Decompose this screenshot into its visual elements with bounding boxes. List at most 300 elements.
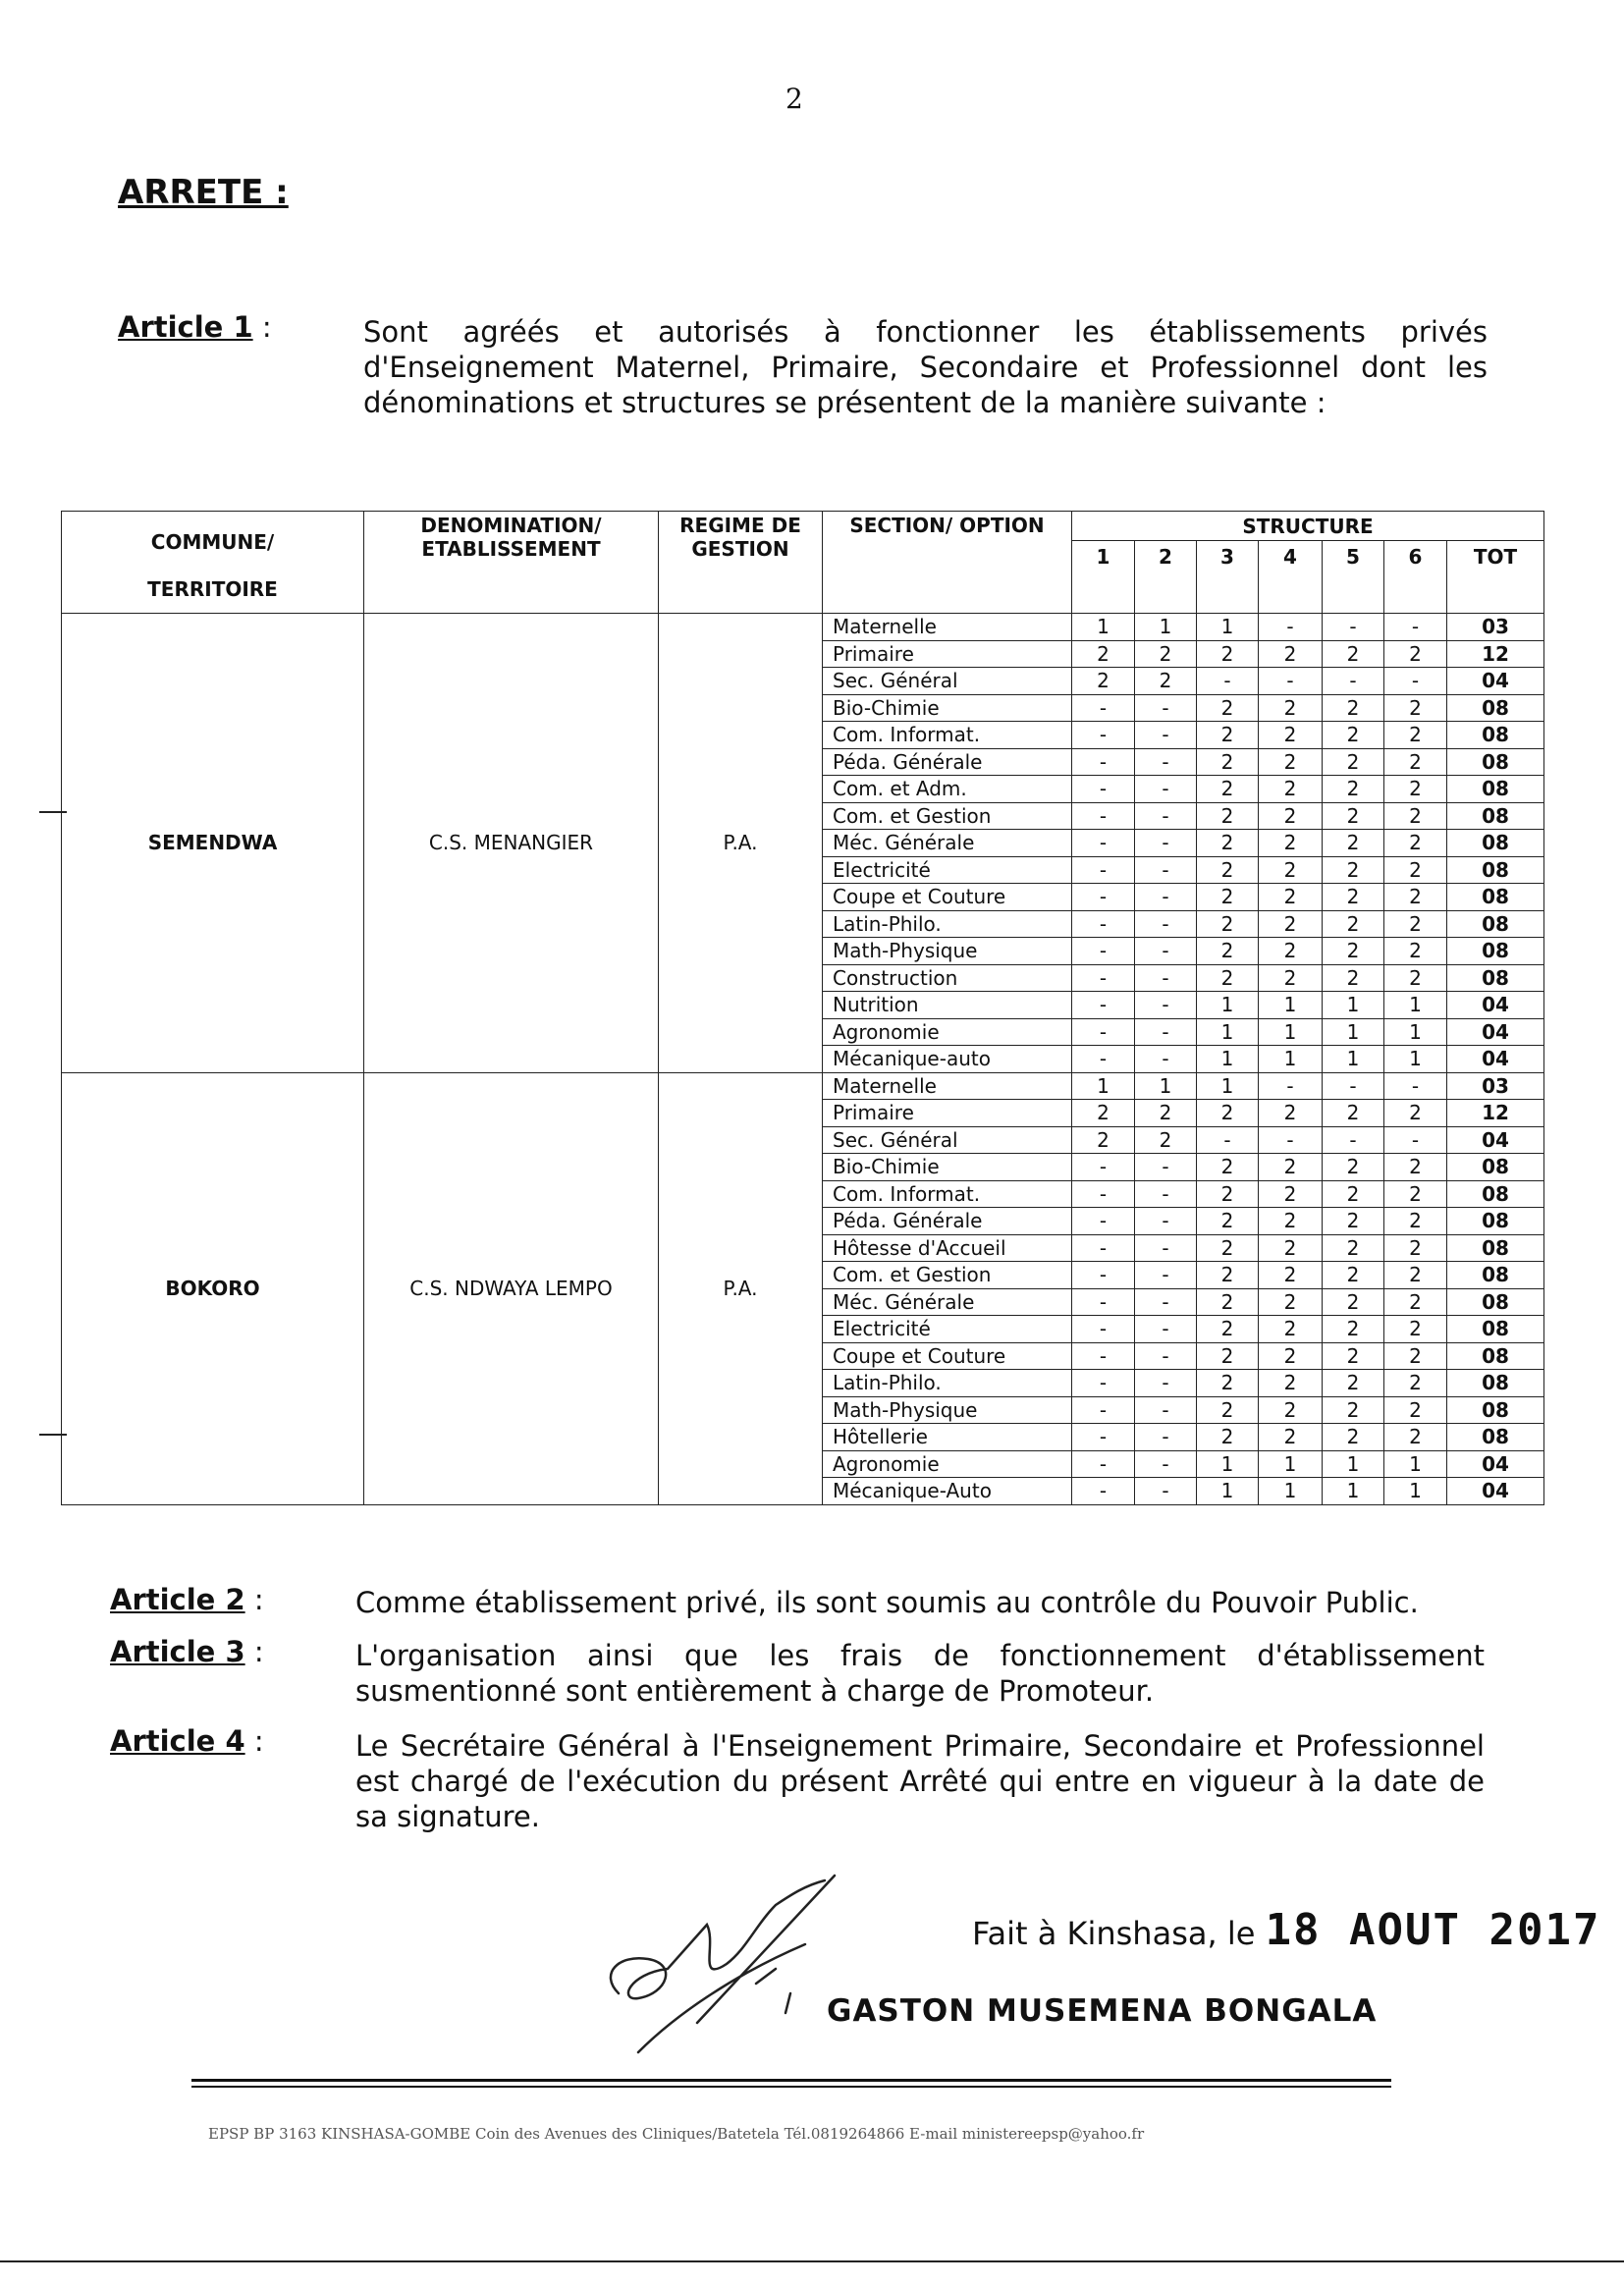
total-cell: 08	[1447, 802, 1544, 830]
structure-cell: -	[1072, 722, 1135, 749]
structure-cell: -	[1135, 1478, 1197, 1505]
option-cell: Hôtesse d'Accueil	[823, 1234, 1072, 1262]
structure-cell: 2	[1384, 694, 1447, 722]
structure-cell: 2	[1197, 884, 1259, 911]
structure-cell: 2	[1135, 1126, 1197, 1154]
article-2-label: Article 2 :	[110, 1583, 264, 1616]
structure-cell: 2	[1323, 1100, 1384, 1127]
structure-cell: 2	[1384, 1208, 1447, 1235]
total-cell: 08	[1447, 1154, 1544, 1181]
structure-cell: 2	[1323, 1234, 1384, 1262]
structure-cell: -	[1072, 1342, 1135, 1370]
structure-cell: 2	[1323, 1262, 1384, 1289]
structure-cell: 2	[1384, 722, 1447, 749]
option-cell: Bio-Chimie	[823, 1154, 1072, 1181]
total-cell: 08	[1447, 1370, 1544, 1397]
structure-cell: -	[1135, 1234, 1197, 1262]
structure-cell: 2	[1323, 964, 1384, 992]
option-cell: Math-Physique	[823, 1396, 1072, 1424]
structure-cell: 1	[1197, 614, 1259, 641]
structure-cell: -	[1072, 1316, 1135, 1343]
structure-cell: 2	[1384, 1288, 1447, 1316]
total-cell: 08	[1447, 776, 1544, 803]
structure-cell: 2	[1259, 1234, 1323, 1262]
structure-cell: -	[1135, 1450, 1197, 1478]
structure-cell: 2	[1259, 1316, 1323, 1343]
structure-cell: -	[1135, 1370, 1197, 1397]
structure-cell: 2	[1197, 1154, 1259, 1181]
structure-cell: -	[1072, 776, 1135, 803]
structure-cell: 2	[1197, 1316, 1259, 1343]
total-cell: 08	[1447, 910, 1544, 938]
structure-cell: -	[1072, 884, 1135, 911]
option-cell: Agronomie	[823, 1018, 1072, 1046]
structure-cell: 2	[1384, 938, 1447, 965]
structure-cell: 2	[1197, 1424, 1259, 1451]
total-cell: 08	[1447, 1288, 1544, 1316]
structure-cell: 2	[1259, 1396, 1323, 1424]
total-cell: 03	[1447, 614, 1544, 641]
structure-cell: 2	[1384, 1100, 1447, 1127]
structure-cell: -	[1259, 614, 1323, 641]
structure-cell: 2	[1259, 802, 1323, 830]
header-commune: COMMUNE/ TERRITOIRE	[62, 512, 364, 614]
structure-cell: 2	[1384, 1316, 1447, 1343]
total-cell: 08	[1447, 1424, 1544, 1451]
structure-cell: -	[1072, 1396, 1135, 1424]
total-cell: 08	[1447, 748, 1544, 776]
structure-cell: 2	[1197, 1262, 1259, 1289]
total-cell: 08	[1447, 1316, 1544, 1343]
structure-cell: -	[1072, 1046, 1135, 1073]
structure-cell: -	[1323, 1126, 1384, 1154]
structure-cell: 2	[1072, 1126, 1135, 1154]
structure-cell: 1	[1135, 614, 1197, 641]
article-1-text: Sont agréés et autorisés à fonctionner les établissements privés d'Enseignement Maternel, Primaire, Secondaire et Professionnel dont les dénominations et structures se présentent de la manière suivante :	[363, 315, 1488, 419]
structure-cell: 2	[1384, 1154, 1447, 1181]
structure-cell: 2	[1384, 748, 1447, 776]
structure-cell: -	[1135, 1424, 1197, 1451]
structure-cell: 2	[1259, 1370, 1323, 1397]
table-row	[62, 1072, 1544, 1100]
structure-cell: 2	[1135, 668, 1197, 695]
option-cell: Méc. Générale	[823, 1288, 1072, 1316]
structure-cell: 2	[1197, 1342, 1259, 1370]
structure-cell: 2	[1259, 884, 1323, 911]
total-cell: 04	[1447, 1126, 1544, 1154]
structure-cell: 2	[1197, 910, 1259, 938]
structure-cell: 1	[1072, 1072, 1135, 1100]
structure-cell: 2	[1323, 776, 1384, 803]
structure-cell: 1	[1197, 1072, 1259, 1100]
structure-cell: 2	[1197, 830, 1259, 857]
option-cell: Construction	[823, 964, 1072, 992]
structure-cell: 2	[1384, 1424, 1447, 1451]
footer-rule	[191, 2079, 1391, 2082]
structure-cell: 2	[1384, 1342, 1447, 1370]
footer-rule-thin	[191, 2086, 1391, 2088]
structure-cell: 2	[1384, 776, 1447, 803]
total-cell: 08	[1447, 856, 1544, 884]
structure-cell: -	[1384, 668, 1447, 695]
structure-cell: 2	[1384, 1370, 1447, 1397]
structure-cell: -	[1135, 1180, 1197, 1208]
structure-cell: 2	[1259, 1208, 1323, 1235]
structure-cell: 2	[1197, 640, 1259, 668]
structure-cell: 2	[1072, 668, 1135, 695]
structure-cell: 2	[1323, 1316, 1384, 1343]
header-regime: REGIME DE GESTION	[659, 512, 823, 614]
total-cell: 12	[1447, 1100, 1544, 1127]
structure-cell: 2	[1384, 1180, 1447, 1208]
structure-cell: 2	[1323, 1208, 1384, 1235]
structure-cell: 2	[1259, 640, 1323, 668]
structure-cell: 2	[1384, 1262, 1447, 1289]
structure-cell: -	[1072, 1180, 1135, 1208]
group-etablissement: C.S. NDWAYA LEMPO	[364, 1072, 659, 1504]
total-cell: 12	[1447, 640, 1544, 668]
structure-cell: -	[1072, 964, 1135, 992]
total-cell: 04	[1447, 1018, 1544, 1046]
structure-cell: -	[1135, 1288, 1197, 1316]
structure-cell: -	[1135, 694, 1197, 722]
group-commune: SEMENDWA	[62, 614, 364, 1073]
structure-cell: -	[1135, 938, 1197, 965]
structure-col-header: TOT	[1447, 541, 1544, 614]
structure-cell: 2	[1323, 938, 1384, 965]
option-cell: Sec. Général	[823, 1126, 1072, 1154]
structure-cell: 1	[1323, 992, 1384, 1019]
structure-cell: 2	[1259, 1342, 1323, 1370]
structure-cell: 2	[1259, 938, 1323, 965]
total-cell: 08	[1447, 722, 1544, 749]
structure-cell: 2	[1259, 856, 1323, 884]
structure-cell: -	[1135, 1316, 1197, 1343]
structure-cell: -	[1072, 992, 1135, 1019]
total-cell: 04	[1447, 668, 1544, 695]
option-cell: Hôtellerie	[823, 1424, 1072, 1451]
structure-cell: -	[1135, 910, 1197, 938]
total-cell: 08	[1447, 830, 1544, 857]
total-cell: 08	[1447, 1396, 1544, 1424]
structure-cell: 2	[1197, 722, 1259, 749]
structure-cell: 1	[1384, 1046, 1447, 1073]
structure-cell: 2	[1384, 964, 1447, 992]
signature-place-date: Fait à Kinshasa, le 18 AOUT 2017	[972, 1905, 1601, 1955]
article-3-text: L'organisation ainsi que les frais de fonctionnement d'établissement susmentionné sont entièrement à charge de Promoteur.	[355, 1639, 1485, 1708]
structure-cell: 2	[1384, 802, 1447, 830]
handwritten-signature	[579, 1866, 893, 2062]
structure-cell: 2	[1197, 1396, 1259, 1424]
structure-cell: 2	[1259, 1424, 1323, 1451]
option-cell: Maternelle	[823, 614, 1072, 641]
article-4-label: Article 4 :	[110, 1724, 264, 1758]
total-cell: 08	[1447, 694, 1544, 722]
table-row	[62, 614, 1544, 641]
structure-cell: 2	[1323, 856, 1384, 884]
structure-cell: 1	[1323, 1046, 1384, 1073]
option-cell: Méc. Générale	[823, 830, 1072, 857]
footer-address: EPSP BP 3163 KINSHASA-GOMBE Coin des Avenues des Cliniques/Batetela Tél.0819264866 E-mail ministereepsp@yahoo.fr	[208, 2125, 1145, 2143]
scan-bottom-edge	[0, 2260, 1624, 2262]
option-cell: Electricité	[823, 1316, 1072, 1343]
structure-cell: 2	[1197, 776, 1259, 803]
structure-cell: 2	[1197, 1234, 1259, 1262]
structure-cell: 2	[1197, 1288, 1259, 1316]
structure-cell: 2	[1197, 964, 1259, 992]
article-1-label: Article 1 :	[118, 310, 272, 344]
structure-cell: 1	[1197, 992, 1259, 1019]
structure-cell: -	[1072, 1018, 1135, 1046]
structure-cell: 1	[1384, 992, 1447, 1019]
structure-cell: 2	[1197, 748, 1259, 776]
structure-cell: 2	[1197, 1180, 1259, 1208]
structure-cell: -	[1135, 722, 1197, 749]
structure-cell: -	[1072, 910, 1135, 938]
structure-cell: 2	[1072, 640, 1135, 668]
structure-cell: 2	[1323, 884, 1384, 911]
structure-cell: 1	[1259, 1018, 1323, 1046]
structure-table	[61, 511, 1544, 1505]
structure-cell: -	[1072, 694, 1135, 722]
structure-cell: 2	[1323, 1288, 1384, 1316]
structure-cell: 2	[1323, 830, 1384, 857]
structure-cell: 2	[1323, 748, 1384, 776]
structure-cell: 2	[1259, 910, 1323, 938]
structure-cell: 2	[1197, 1370, 1259, 1397]
structure-cell: -	[1135, 830, 1197, 857]
structure-cell: -	[1323, 1072, 1384, 1100]
structure-cell: -	[1072, 1478, 1135, 1505]
header-section: SECTION/ OPTION	[823, 512, 1072, 614]
structure-cell: -	[1135, 1018, 1197, 1046]
structure-col-header: 4	[1259, 541, 1323, 614]
structure-col-header: 5	[1323, 541, 1384, 614]
structure-cell: 1	[1323, 1450, 1384, 1478]
structure-cell: -	[1135, 1154, 1197, 1181]
total-cell: 08	[1447, 1262, 1544, 1289]
structure-cell: 2	[1259, 1154, 1323, 1181]
structure-cell: 2	[1323, 1396, 1384, 1424]
total-cell: 08	[1447, 964, 1544, 992]
structure-cell: 2	[1135, 1100, 1197, 1127]
structure-cell: 1	[1072, 614, 1135, 641]
total-cell: 04	[1447, 1046, 1544, 1073]
structure-cell: 2	[1323, 1370, 1384, 1397]
option-cell: Primaire	[823, 1100, 1072, 1127]
group-regime: P.A.	[659, 1072, 823, 1504]
structure-cell: 2	[1259, 776, 1323, 803]
total-cell: 08	[1447, 1342, 1544, 1370]
option-cell: Mécanique-Auto	[823, 1478, 1072, 1505]
structure-cell: 2	[1259, 830, 1323, 857]
structure-cell: 1	[1259, 1046, 1323, 1073]
structure-cell: -	[1135, 1262, 1197, 1289]
structure-cell: 1	[1384, 1450, 1447, 1478]
structure-cell: -	[1072, 856, 1135, 884]
structure-cell: -	[1072, 1208, 1135, 1235]
total-cell: 04	[1447, 1450, 1544, 1478]
structure-cell: -	[1135, 776, 1197, 803]
structure-cell: 2	[1323, 722, 1384, 749]
option-cell: Com. et Adm.	[823, 776, 1072, 803]
structure-cell: 2	[1197, 938, 1259, 965]
structure-cell: 1	[1259, 1478, 1323, 1505]
structure-cell: 1	[1197, 1046, 1259, 1073]
structure-cell: 2	[1259, 722, 1323, 749]
structure-cell: -	[1135, 992, 1197, 1019]
structure-cell: 1	[1323, 1018, 1384, 1046]
structure-cell: -	[1072, 1262, 1135, 1289]
structure-cell: 2	[1259, 1262, 1323, 1289]
structure-cell: -	[1072, 938, 1135, 965]
structure-col-header: 1	[1072, 541, 1135, 614]
structure-cell: 2	[1197, 802, 1259, 830]
structure-cell: 1	[1259, 1450, 1323, 1478]
structure-cell: -	[1323, 668, 1384, 695]
option-cell: Bio-Chimie	[823, 694, 1072, 722]
option-cell: Electricité	[823, 856, 1072, 884]
structure-cell: -	[1072, 1424, 1135, 1451]
structure-cell: 2	[1197, 856, 1259, 884]
structure-cell: 2	[1197, 1208, 1259, 1235]
total-cell: 08	[1447, 938, 1544, 965]
header-structure: STRUCTURE	[1072, 512, 1544, 541]
structure-cell: -	[1384, 1072, 1447, 1100]
structure-cell: -	[1135, 1208, 1197, 1235]
signer-name: GASTON MUSEMENA BONGALA	[827, 1993, 1378, 2029]
group-commune: BOKORO	[62, 1072, 364, 1504]
group-etablissement: C.S. MENANGIER	[364, 614, 659, 1073]
option-cell: Nutrition	[823, 992, 1072, 1019]
structure-cell: 2	[1323, 1424, 1384, 1451]
structure-cell: 1	[1384, 1018, 1447, 1046]
total-cell: 08	[1447, 1180, 1544, 1208]
option-cell: Com. Informat.	[823, 722, 1072, 749]
structure-cell: -	[1259, 1072, 1323, 1100]
structure-cell: -	[1072, 1154, 1135, 1181]
structure-cell: 2	[1072, 1100, 1135, 1127]
total-cell: 08	[1447, 1234, 1544, 1262]
structure-cell: 2	[1323, 640, 1384, 668]
group-regime: P.A.	[659, 614, 823, 1073]
option-cell: Péda. Générale	[823, 748, 1072, 776]
structure-cell: 1	[1384, 1478, 1447, 1505]
option-cell: Com. et Gestion	[823, 802, 1072, 830]
article-2-text: Comme établissement privé, ils sont soumis au contrôle du Pouvoir Public.	[355, 1586, 1419, 1619]
option-cell: Math-Physique	[823, 938, 1072, 965]
structure-cell: 2	[1197, 694, 1259, 722]
structure-cell: 2	[1384, 830, 1447, 857]
structure-cell: 2	[1323, 1342, 1384, 1370]
structure-cell: -	[1135, 1046, 1197, 1073]
structure-cell: -	[1259, 668, 1323, 695]
option-cell: Primaire	[823, 640, 1072, 668]
structure-cell: 2	[1323, 1180, 1384, 1208]
structure-cell: 2	[1197, 1100, 1259, 1127]
structure-cell: -	[1197, 1126, 1259, 1154]
structure-cell: 2	[1384, 856, 1447, 884]
total-cell: 08	[1447, 1208, 1544, 1235]
structure-cell: -	[1072, 1288, 1135, 1316]
structure-cell: 1	[1259, 992, 1323, 1019]
option-cell: Latin-Philo.	[823, 1370, 1072, 1397]
option-cell: Sec. Général	[823, 668, 1072, 695]
option-cell: Maternelle	[823, 1072, 1072, 1100]
structure-cell: 2	[1323, 694, 1384, 722]
header-denomination: DENOMINATION/ ETABLISSEMENT	[364, 512, 659, 614]
structure-cell: -	[1323, 614, 1384, 641]
option-cell: Péda. Générale	[823, 1208, 1072, 1235]
option-cell: Mécanique-auto	[823, 1046, 1072, 1073]
structure-cell: -	[1259, 1126, 1323, 1154]
structure-cell: 2	[1323, 802, 1384, 830]
structure-cell: -	[1135, 964, 1197, 992]
structure-cell: -	[1072, 1234, 1135, 1262]
structure-cell: -	[1072, 802, 1135, 830]
decree-heading: ARRETE :	[118, 173, 289, 212]
structure-cell: 1	[1323, 1478, 1384, 1505]
structure-cell: 2	[1323, 910, 1384, 938]
option-cell: Latin-Philo.	[823, 910, 1072, 938]
structure-cell: 1	[1197, 1478, 1259, 1505]
structure-cell: 1	[1197, 1450, 1259, 1478]
structure-cell: -	[1384, 614, 1447, 641]
option-cell: Com. et Gestion	[823, 1262, 1072, 1289]
structure-cell: 2	[1135, 640, 1197, 668]
structure-cell: -	[1072, 830, 1135, 857]
structure-cell: 2	[1259, 748, 1323, 776]
page-number: 2	[785, 82, 803, 115]
total-cell: 03	[1447, 1072, 1544, 1100]
structure-cell: -	[1135, 748, 1197, 776]
option-cell: Com. Informat.	[823, 1180, 1072, 1208]
structure-cell: -	[1197, 668, 1259, 695]
structure-cell: 1	[1197, 1018, 1259, 1046]
structure-cell: 2	[1384, 910, 1447, 938]
structure-cell: 2	[1259, 1100, 1323, 1127]
scan-margin-mark	[39, 1434, 67, 1436]
structure-cell: 2	[1259, 694, 1323, 722]
structure-cell: -	[1135, 802, 1197, 830]
structure-cell: -	[1072, 748, 1135, 776]
structure-cell: -	[1072, 1450, 1135, 1478]
structure-cell: -	[1135, 884, 1197, 911]
option-cell: Agronomie	[823, 1450, 1072, 1478]
article-3-label: Article 3 :	[110, 1635, 264, 1668]
structure-cell: 1	[1135, 1072, 1197, 1100]
structure-cell: -	[1135, 856, 1197, 884]
option-cell: Coupe et Couture	[823, 1342, 1072, 1370]
article-4-text: Le Secrétaire Général à l'Enseignement Primaire, Secondaire et Professionnel est chargé de l'exécution du présent Arrêté qui entre en vigueur à la date de sa signature.	[355, 1729, 1485, 1833]
scan-margin-mark	[39, 811, 67, 813]
structure-cell: -	[1384, 1126, 1447, 1154]
structure-cell: -	[1135, 1342, 1197, 1370]
date-stamp: 18 AOUT 2017	[1265, 1905, 1601, 1955]
total-cell: 04	[1447, 992, 1544, 1019]
structure-col-header: 3	[1197, 541, 1259, 614]
total-cell: 08	[1447, 884, 1544, 911]
structure-cell: 2	[1384, 640, 1447, 668]
structure-cell: 2	[1323, 1154, 1384, 1181]
structure-col-header: 2	[1135, 541, 1197, 614]
structure-cell: 2	[1259, 1180, 1323, 1208]
structure-cell: 2	[1384, 884, 1447, 911]
option-cell: Coupe et Couture	[823, 884, 1072, 911]
structure-cell: 2	[1259, 1288, 1323, 1316]
total-cell: 04	[1447, 1478, 1544, 1505]
structure-cell: 2	[1384, 1234, 1447, 1262]
